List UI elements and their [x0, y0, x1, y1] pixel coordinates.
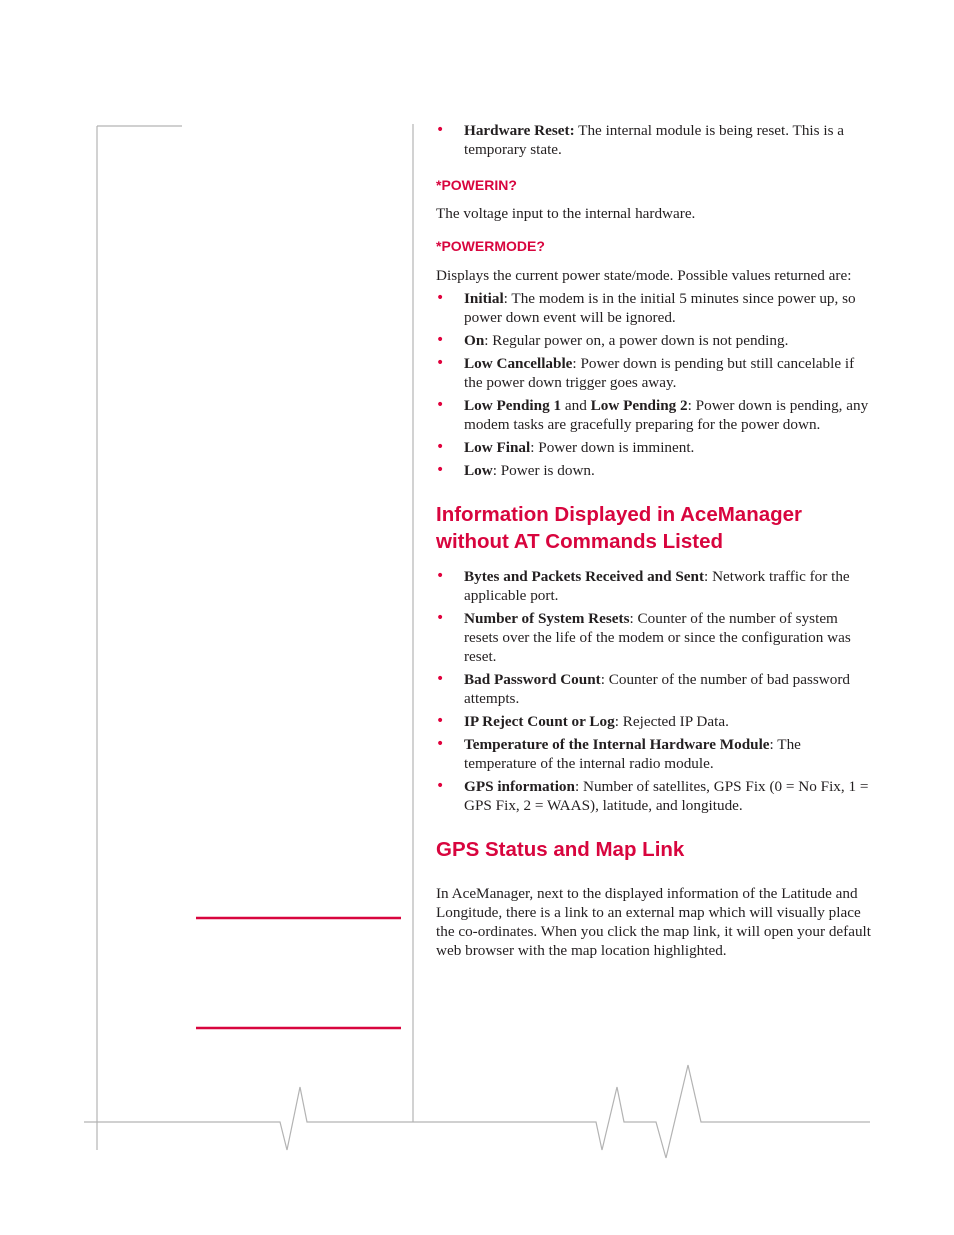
item-desc: : The temperature of the internal radio module. — [464, 736, 801, 772]
powerin-description: The voltage input to the internal hardware. — [436, 205, 696, 222]
item-term: Low — [464, 462, 493, 479]
list-item — [436, 289, 872, 327]
list-item — [436, 735, 872, 773]
item-desc: : Regular power on, a power down is not pending. — [484, 332, 789, 349]
gps-section-heading: GPS Status and Map Link — [436, 838, 685, 861]
item-term: Temperature of the Internal Hardware Module — [464, 736, 770, 753]
item-term: On — [464, 332, 485, 349]
bullet-icon: • — [436, 290, 445, 306]
item-term: Bytes and Packets Received and Sent — [464, 568, 705, 585]
item-term: Number of System Resets — [464, 610, 630, 627]
bullet-icon: • — [436, 568, 445, 584]
bullet-icon: • — [436, 462, 445, 478]
bullet-icon: • — [436, 713, 445, 729]
item-term: Hardware Reset: — [464, 122, 575, 139]
list-item — [436, 354, 872, 392]
bullet-icon: • — [436, 439, 445, 455]
list-item — [436, 121, 872, 159]
item-term: GPS information — [464, 778, 575, 795]
info-section-heading: Information Displayed in AceManager without AT Commands Listed — [436, 503, 803, 553]
powermode-intro: Displays the current power state/mode. Possible values returned are: — [436, 267, 852, 284]
bullet-icon: • — [436, 332, 445, 348]
item-desc: : Power is down. — [492, 462, 595, 479]
item-desc: : Power down is pending but still cancelable if the power down trigger goes away. — [464, 355, 855, 391]
bullet-icon: • — [436, 397, 445, 413]
bullet-icon: • — [436, 736, 445, 752]
item-desc: : Power down is pending, any modem tasks are gracefully preparing for the power down. — [464, 397, 869, 433]
bullet-icon: • — [436, 355, 445, 371]
list-item — [436, 438, 872, 457]
item-term: Low Pending 1 — [464, 397, 562, 414]
item-desc: : Counter of the number of bad password attempts. — [464, 671, 850, 707]
bullet-icon: • — [436, 610, 445, 626]
footer-waveform — [84, 1065, 870, 1158]
list-item — [436, 777, 872, 815]
list-item — [436, 331, 872, 350]
main-content — [436, 121, 872, 960]
list-item — [436, 609, 872, 666]
list-item — [436, 396, 872, 434]
item-desc: : Network traffic for the applicable port. — [464, 568, 850, 604]
powerin-heading: *POWERIN? — [436, 177, 517, 193]
item-desc: : Power down is imminent. — [530, 439, 695, 456]
bullet-icon: • — [436, 671, 445, 687]
item-term: Low Cancellable — [464, 355, 573, 372]
item-desc: The internal module is being reset. This is a temporary state. — [464, 122, 845, 158]
item-term: Bad Password Count — [464, 671, 601, 688]
gps-section-body: In AceManager, next to the displayed information of the Latitude and Longitude, there is a link to an external map which will visually place the co-ordinates. When you click the map link, it will open your default web browser with the map location highlighted. — [436, 885, 871, 959]
item-desc: : Rejected IP Data. — [614, 713, 729, 730]
list-item — [436, 670, 872, 708]
list-item — [436, 712, 872, 731]
powermode-heading: *POWERMODE? — [436, 238, 545, 254]
item-conjunction: and — [561, 397, 591, 414]
item-desc: : Number of satellites, GPS Fix (0 = No Fix, 1 = GPS Fix, 2 = WAAS), latitude, and longitude. — [464, 778, 869, 814]
item-term: Low Final — [464, 439, 531, 456]
item-desc: : Counter of the number of system resets over the life of the modem or since the configuration was reset. — [464, 610, 851, 665]
item-term: Low Pending 2 — [590, 397, 688, 414]
item-term: IP Reject Count or Log — [464, 713, 615, 730]
item-term: Initial — [464, 290, 504, 307]
bullet-icon: • — [436, 778, 445, 794]
list-item — [436, 461, 872, 480]
item-desc: : The modem is in the initial 5 minutes since power up, so power down event will be ignored. — [464, 290, 856, 326]
bullet-icon: • — [436, 122, 445, 138]
list-item — [436, 567, 872, 605]
